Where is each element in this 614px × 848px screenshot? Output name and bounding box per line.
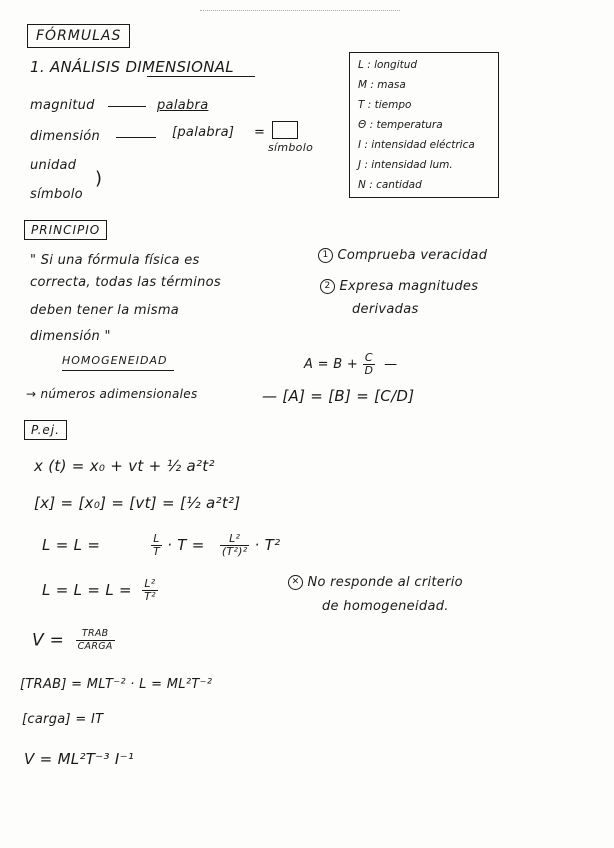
brace-icon: ): [95, 168, 103, 189]
def-dimension: dimensión: [30, 129, 101, 144]
dimension-reduction-2: L = L = L = $\frac{\text{L²}}{\text{T²}}$: [42, 577, 156, 603]
voltage-definition: V = $\frac{\text{TRAB}}{\text{CARGA}}$: [32, 628, 113, 652]
dimension-legend: [349, 52, 499, 198]
circled-number: 2: [320, 279, 335, 294]
numeros-adimensionales: → números adimensionales: [26, 387, 198, 401]
principle-quote-line: " Si una fórmula física es: [30, 253, 200, 268]
arrow-line: [116, 137, 156, 138]
equals-sign: =: [254, 125, 266, 140]
dimension-reduction-1: L = L = $\frac{L}{T}$ · T = $\frac{\text{L²}}{\text{(T²)²}}$ · T²: [42, 532, 281, 558]
dimension-equation: [x] = [x₀] = [vt] = [½ a²t²]: [34, 494, 241, 512]
principle-quote-line: correcta, todas las términos: [30, 275, 222, 290]
legend-item: M : masa: [358, 79, 406, 91]
arrow-line: [108, 106, 146, 107]
position-equation: x (t) = x₀ + vt + ½ a²t²: [34, 457, 215, 475]
homogeneity-equation: A = B + $\frac{C}{D}$ —: [304, 351, 398, 377]
legend-item: Θ : temperatura: [358, 119, 443, 131]
def-simbolo: símbolo: [30, 187, 83, 202]
def-palabra: palabra: [157, 98, 209, 113]
def-magnitud: magnitud: [30, 98, 95, 113]
homogeneity-dimension-eq: — [A] = [B] = [C/D]: [262, 387, 415, 405]
legend-item: T : tiempo: [358, 99, 412, 111]
homogeneity-note-cont: de homogeneidad.: [322, 599, 449, 614]
def-unidad: unidad: [30, 158, 77, 173]
section-label-principio: PRINCIPIO: [24, 220, 107, 240]
principle-quote-line: deben tener la misma: [30, 303, 180, 318]
page-title: FÓRMULAS: [27, 24, 130, 48]
homogeneity-note: ✕ No responde al criterio: [288, 575, 463, 590]
legend-item: L : longitud: [358, 59, 418, 71]
symbol-label: símbolo: [268, 141, 314, 154]
homogeneidad-heading: HOMOGENEIDAD: [62, 354, 168, 367]
carga-dimension: [carga] = IT: [22, 712, 104, 727]
circled-number: 1: [318, 248, 333, 263]
legend-item: I : intensidad eléctrica: [358, 139, 475, 151]
def-bracket-palabra: [palabra]: [172, 125, 235, 140]
voltage-dimension: V = ML²T⁻³ I⁻¹: [24, 750, 135, 768]
wavy-underline: [62, 370, 174, 371]
principle-item-2-cont: derivadas: [352, 302, 419, 317]
principle-item-1: 1 Comprueba veracidad: [318, 248, 487, 263]
legend-item: J : intensidad lum.: [358, 159, 453, 171]
principle-quote-line: dimensión ": [30, 329, 111, 344]
top-scribble: [200, 10, 400, 15]
section-label-ejemplo: P.ej.: [24, 420, 67, 440]
trab-dimension: [TRAB] = MLT⁻² · L = ML²T⁻²: [20, 677, 213, 692]
principle-item-2: 2 Expresa magnitudes: [320, 279, 478, 294]
legend-item: N : cantidad: [358, 179, 422, 191]
section-heading-dimensional: 1. ANÁLISIS DIMENSIONAL: [30, 58, 234, 76]
symbol-box: [272, 121, 298, 139]
x-circle-icon: ✕: [288, 575, 303, 590]
wavy-underline: [147, 76, 255, 77]
